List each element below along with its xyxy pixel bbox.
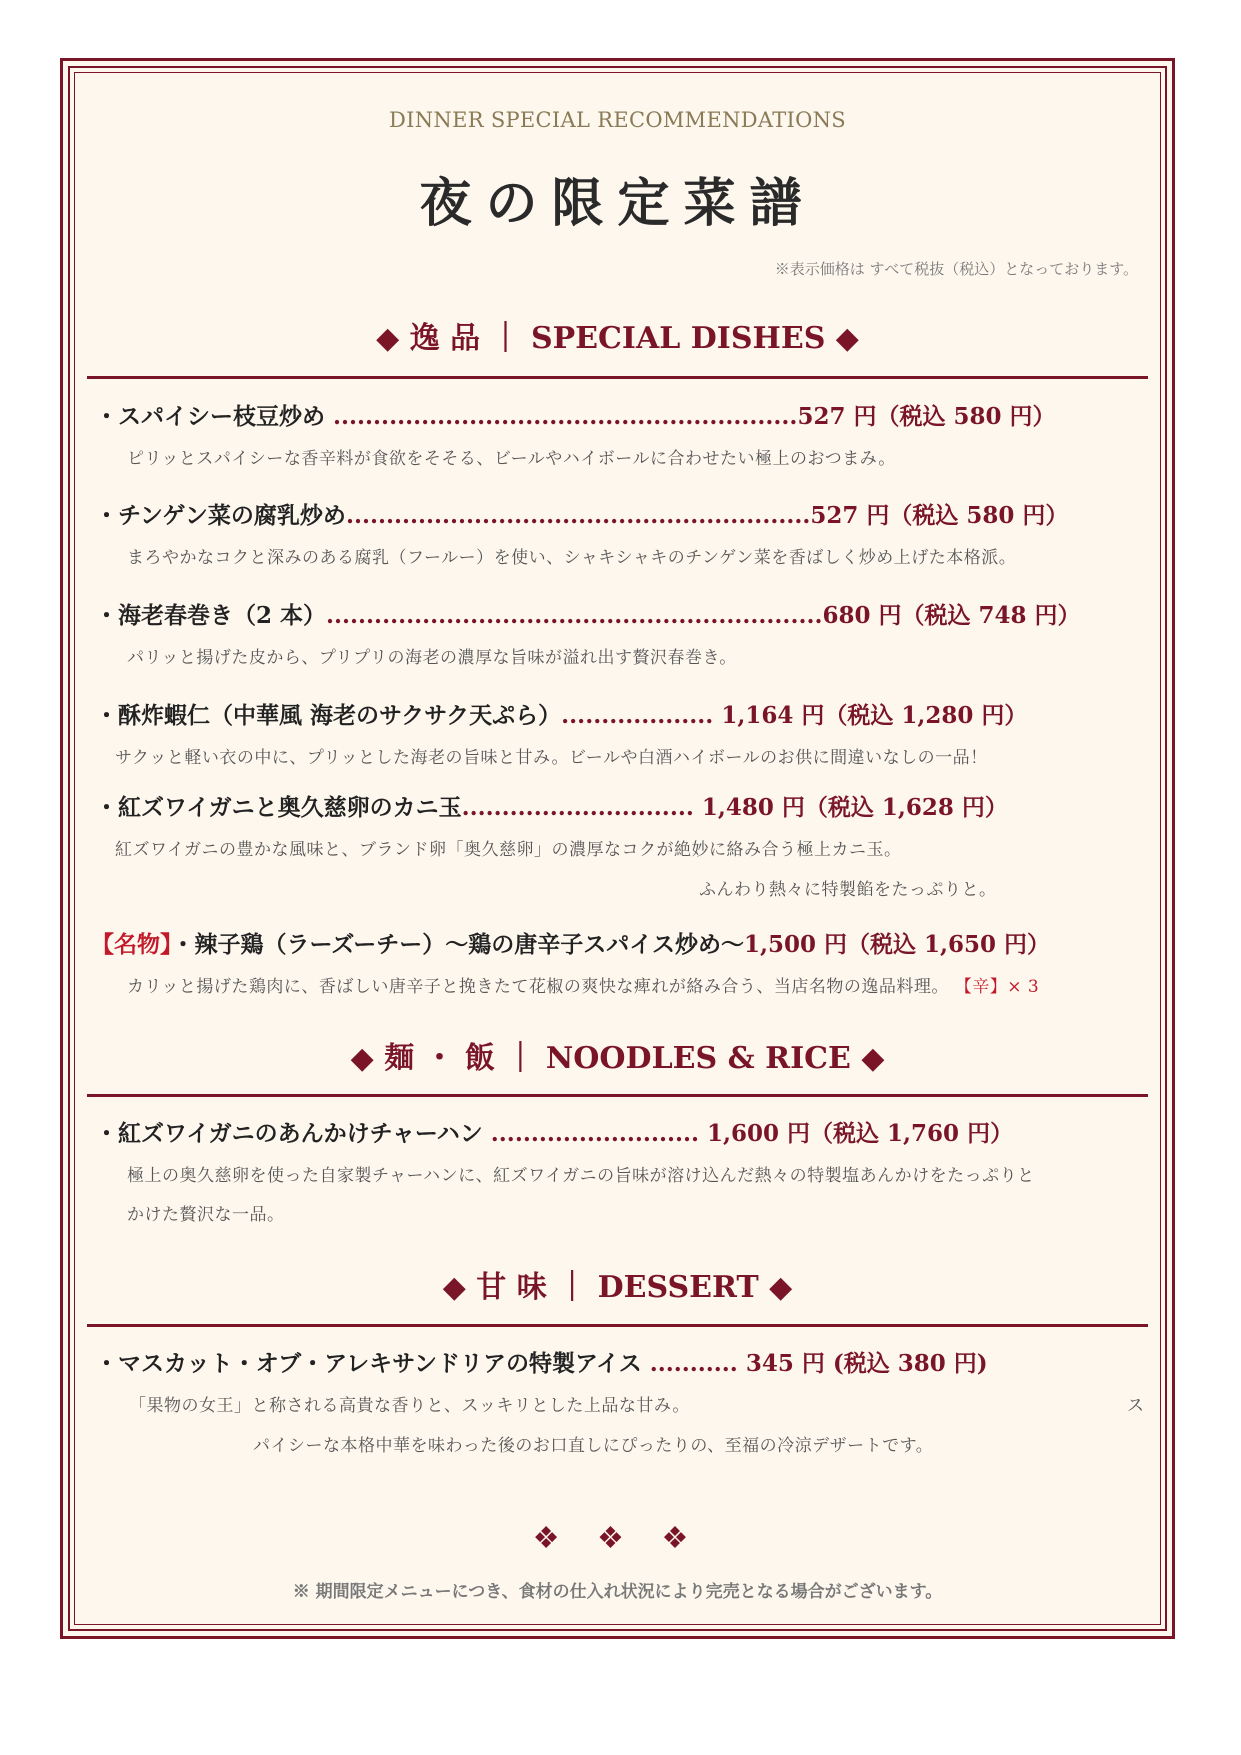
- menu-item: [95, 398, 1056, 431]
- section-divider: [87, 1324, 1148, 1327]
- section-divider: [87, 1094, 1148, 1097]
- menu-item: [95, 597, 1081, 630]
- item-leader-dots: ...................: [561, 702, 714, 729]
- item-description: 紅ズワイガニの豊かな風味と、ブランド卵「奥久慈卵」の濃厚なコクが絶妙に絡み合う極上カニ玉。: [115, 840, 902, 860]
- item-leader-dots: .............................: [461, 794, 694, 821]
- item-price: 345 円 (税込 380 円): [737, 1350, 988, 1377]
- section-divider: [87, 376, 1148, 379]
- item-price: 1,500 円（税込 1,650 円）: [743, 931, 1051, 958]
- item-leader-dots: ..........................................................: [333, 403, 798, 430]
- footer-note: ※ 期間限定メニューにつき、食材の仕入れ状況により完売となる場合がございます。: [292, 1582, 943, 1602]
- menu-content: [87, 61, 1148, 1636]
- menu-item: [95, 697, 1027, 730]
- item-leader-dots: ...........: [649, 1350, 738, 1377]
- item-description-cont: かけた贅沢な一品。: [127, 1205, 285, 1225]
- item-price: 527 円（税込 580 円）: [797, 403, 1056, 430]
- item-name: ・チンゲン菜の腐乳炒め: [95, 502, 346, 529]
- menu-item-featured: [91, 926, 1050, 959]
- menu-item: [95, 497, 1068, 530]
- item-price: 1,164 円（税込 1,280 円）: [713, 702, 1028, 729]
- item-price: 680 円（税込 748 円）: [822, 602, 1081, 629]
- item-description: 極上の奥久慈卵を使った自家製チャーハンに、紅ズワイガニの旨味が溶け込んだ熱々の特製塩あんかけをたっぷりと: [127, 1166, 1035, 1186]
- item-name: ・酥炸蝦仁（中華風 海老のサクサク天ぷら）: [95, 702, 562, 729]
- tax-note: ※表示価格は すべて税抜（税込）となっております。: [774, 260, 1138, 278]
- menu-frame: [60, 58, 1175, 1639]
- item-description-text: カリッと揚げた鶏肉に、香ばしい唐辛子と挽きたて花椒の爽快な痺れが絡み合う、当店名物の逸品料理。: [127, 977, 949, 997]
- section-title-special-dishes: ◆ 逸 品 ｜ SPECIAL DISHES ◆: [376, 321, 859, 356]
- item-description-cont: パイシーな本格中華を味わった後のお口直しにぴったりの、至福の冷涼デザートです。: [253, 1436, 934, 1456]
- item-price: 1,600 円（税込 1,760 円）: [699, 1120, 1014, 1147]
- item-description: 「果物の女王」と称される高貴な香りと、スッキリとした上品な甘み。: [129, 1396, 690, 1416]
- item-name: ・マスカット・オブ・アレキサンドリアの特製アイス: [95, 1350, 650, 1377]
- item-description-cont: ふんわり熱々に特製餡をたっぷりと。: [699, 880, 997, 900]
- item-description: ピリッとスパイシーな香辛料が食欲をそそる、ビールやハイボールに合わせたい極上のおつまみ。: [127, 449, 896, 469]
- menu-title: 夜の限定菜譜: [419, 173, 816, 234]
- item-name: ・紅ズワイガニと奥久慈卵のカニ玉: [95, 794, 462, 821]
- item-name: ・辣子鶏（ラーズーチー）〜鶏の唐辛子スパイス炒め〜: [171, 931, 744, 958]
- item-name: ・海老春巻き（2 本）: [95, 602, 327, 629]
- item-description: パリッと揚げた皮から、プリプリの海老の濃厚な旨味が溢れ出す贅沢春巻き。: [127, 648, 737, 668]
- ornament-divider: ❖ ❖ ❖: [532, 1521, 703, 1556]
- item-description: まろやかなコクと深みのある腐乳（フールー）を使い、シャキシャキのチンゲン菜を香ばしく炒め上げた本格派。: [127, 548, 1017, 568]
- spice-level: 【辛】× 3: [954, 977, 1040, 997]
- menu-item: [95, 1345, 988, 1378]
- item-leader-dots: ..........................: [490, 1120, 699, 1147]
- item-leader-dots: ..............................................................: [326, 602, 823, 629]
- item-description: サクッと軽い衣の中に、プリッとした海老の旨味と甘み。ビールや白酒ハイボールのお供に間違いなしの一品！: [115, 748, 988, 768]
- item-price: 527 円（税込 580 円）: [810, 502, 1069, 529]
- menu-item: [95, 789, 1008, 822]
- item-name: ・紅ズワイガニのあんかけチャーハン: [95, 1120, 491, 1147]
- item-leader-dots: ..........................................................: [345, 502, 811, 529]
- item-description: [127, 972, 1039, 997]
- menu-item: [95, 1115, 1013, 1148]
- item-name: ・スパイシー枝豆炒め: [95, 403, 334, 430]
- item-description-tail: ス: [1127, 1396, 1145, 1416]
- section-title-dessert: ◆ 甘 味 ｜ DESSERT ◆: [442, 1270, 793, 1305]
- menu-subtitle: DINNER SPECIAL RECOMMENDATIONS: [389, 108, 846, 132]
- item-price: 1,480 円（税込 1,628 円）: [693, 794, 1008, 821]
- featured-tag: 【名物】: [91, 931, 172, 958]
- section-title-noodles-rice: ◆ 麺 ・ 飯 ｜ NOODLES & RICE ◆: [350, 1041, 885, 1076]
